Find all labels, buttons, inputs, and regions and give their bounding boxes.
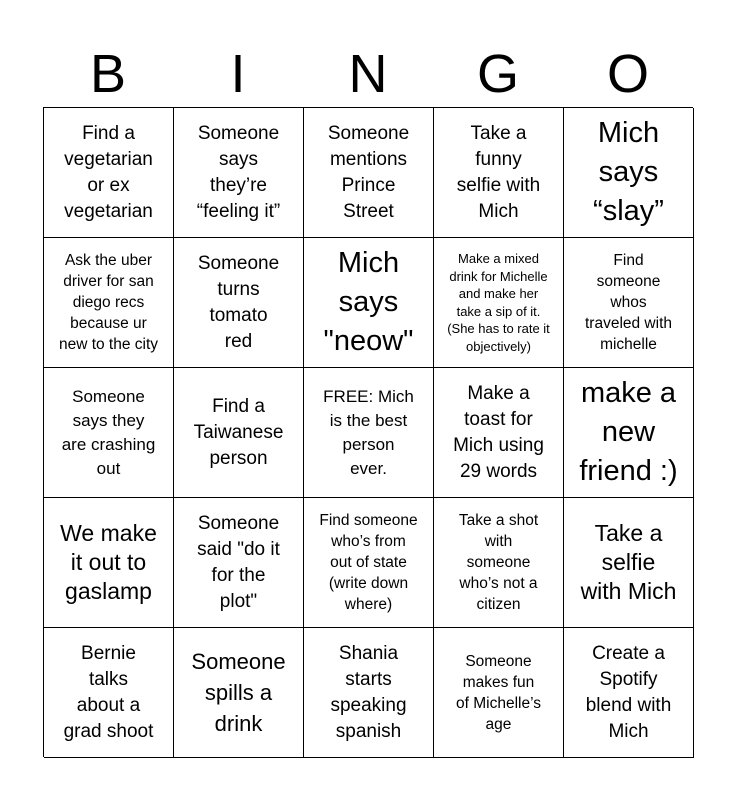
cell-text: Find a vegetarian or ex vegetarian xyxy=(64,122,153,222)
bingo-board xyxy=(43,107,693,757)
bingo-cell[interactable] xyxy=(564,628,694,758)
cell-text: Someone says they are crashing out xyxy=(61,386,156,478)
cell-text: Find someone who’s from out of state (write down where) xyxy=(319,512,418,613)
cell-text: Mich says "neow" xyxy=(323,247,414,357)
header-letter-b: B xyxy=(89,44,127,104)
header-letter-o: O xyxy=(606,44,649,104)
free-space-cell[interactable] xyxy=(304,368,434,498)
bingo-cell[interactable] xyxy=(174,368,304,498)
cell-text: Bernie talks about a grad shoot xyxy=(63,642,154,742)
free-space-text: FREE: Mich is the best person ever. xyxy=(323,386,414,478)
bingo-cell[interactable] xyxy=(434,368,564,498)
bingo-cell[interactable] xyxy=(44,498,174,628)
header-letter-g: G xyxy=(476,44,519,104)
bingo-cell[interactable] xyxy=(564,108,694,238)
header-letter-i: I xyxy=(230,44,246,104)
cell-text: Someone makes fun of Michelle’s age xyxy=(455,652,541,733)
cell-text: Ask the uber driver for san diego recs because ur new to the city xyxy=(58,252,159,353)
bingo-cell[interactable] xyxy=(44,368,174,498)
bingo-cell[interactable] xyxy=(564,498,694,628)
bingo-cell[interactable] xyxy=(434,238,564,368)
cell-text: Make a toast for Mich using 29 words xyxy=(453,382,544,482)
cell-text: Take a funny selfie with Mich xyxy=(456,122,541,222)
bingo-cell[interactable] xyxy=(174,238,304,368)
cell-text: Find a Taiwanese person xyxy=(193,395,284,469)
cell-text: Someone said "do it for the plot" xyxy=(197,512,280,612)
header-letter-n: N xyxy=(348,44,388,104)
bingo-cell[interactable] xyxy=(174,108,304,238)
bingo-cell[interactable] xyxy=(434,498,564,628)
cell-text: Take a selfie with Mich xyxy=(580,520,677,604)
bingo-cell[interactable] xyxy=(304,628,434,758)
cell-text: Create a Spotify blend with Mich xyxy=(585,642,672,742)
cell-text: Someone says they’re “feeling it” xyxy=(196,122,281,222)
bingo-cell[interactable] xyxy=(44,628,174,758)
bingo-cell[interactable] xyxy=(304,238,434,368)
bingo-cell[interactable] xyxy=(434,108,564,238)
cell-text: Find someone whos traveled with michelle xyxy=(584,252,672,353)
bingo-cell[interactable] xyxy=(564,238,694,368)
bingo-cell[interactable] xyxy=(434,628,564,758)
cell-text: make a new friend :) xyxy=(579,377,678,487)
cell-text: Make a mixed drink for Michelle and make her take a sip of it. (She has to rate it objectively) xyxy=(447,251,550,354)
cell-text: Someone mentions Prince Street xyxy=(327,122,410,222)
bingo-header xyxy=(43,40,693,108)
cell-text: Shania starts speaking spanish xyxy=(330,642,407,742)
cell-text: Someone spills a drink xyxy=(191,649,286,736)
bingo-cell[interactable] xyxy=(44,108,174,238)
cell-text: Mich says “slay” xyxy=(593,117,664,227)
bingo-cell[interactable] xyxy=(304,498,434,628)
bingo-cell[interactable] xyxy=(564,368,694,498)
bingo-cell[interactable] xyxy=(304,108,434,238)
cell-text: Take a shot with someone who’s not a citizen xyxy=(458,512,539,613)
bingo-cell[interactable] xyxy=(44,238,174,368)
cell-text: Someone turns tomato red xyxy=(197,252,280,352)
cell-text: We make it out to gaslamp xyxy=(60,520,157,604)
bingo-cell[interactable] xyxy=(174,498,304,628)
bingo-cell[interactable] xyxy=(174,628,304,758)
